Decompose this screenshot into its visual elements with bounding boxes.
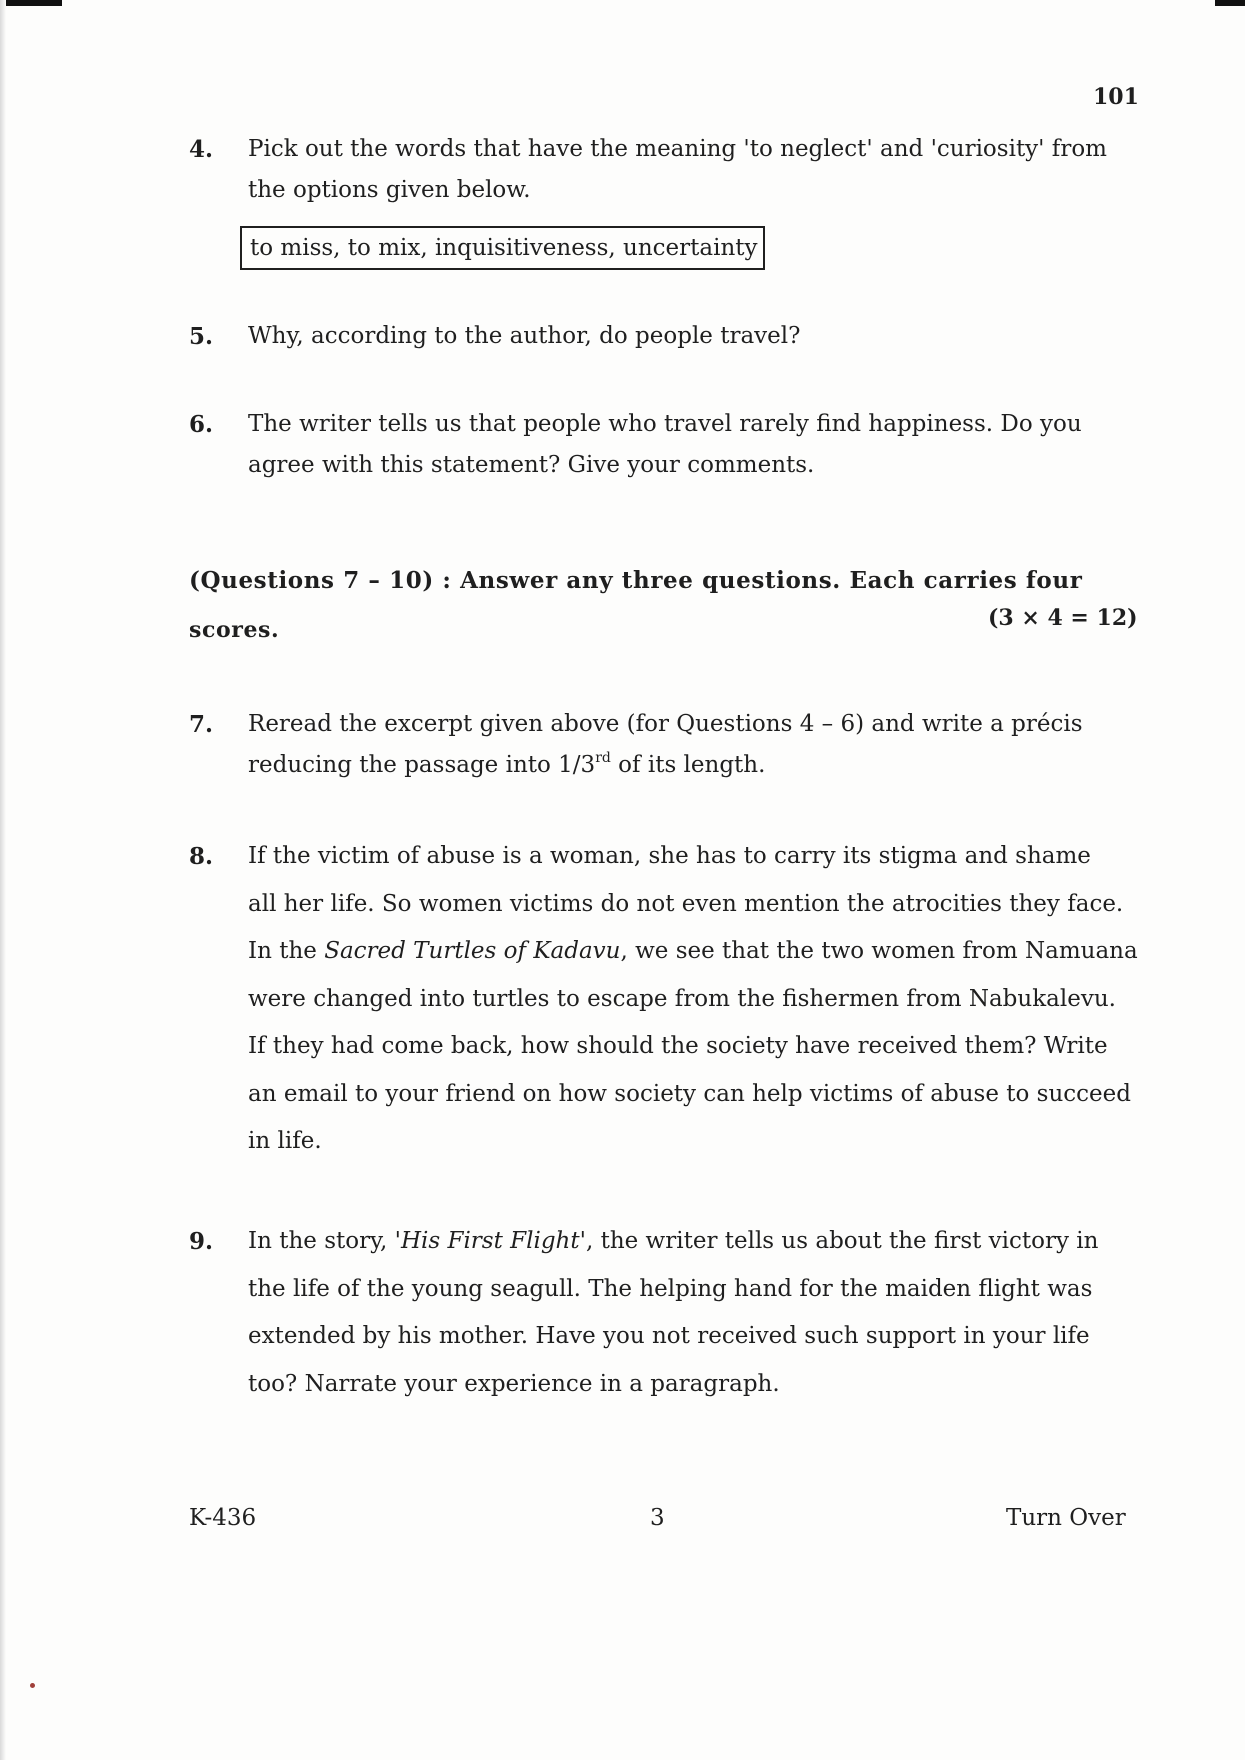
question-text-line: all her life. So women victims do not even mention the atrocities they face.	[248, 890, 1124, 917]
question-text-line: agree with this statement? Give your comments.	[248, 452, 815, 478]
section-heading: (Questions 7 – 10) : Answer any three questions. Each carries four	[189, 567, 1083, 594]
section-marks: (3 × 4 = 12)	[988, 605, 1138, 631]
question-number: 4.	[189, 136, 214, 163]
options-box: to miss, to mix, inquisitiveness, uncertainty	[240, 226, 765, 270]
question-text-line: In the story, 'His First Flight', the writer tells us about the first victory in	[248, 1228, 1099, 1254]
question-number: 7.	[189, 711, 214, 738]
question-text-line: In the Sacred Turtles of Kadavu, we see that the two women from Namuana	[248, 938, 1138, 964]
scan-edge-top-left	[0, 0, 62, 6]
question-text-line: Pick out the words that have the meaning 'to neglect' and 'curiosity' from	[248, 136, 1107, 162]
question-text-line: in life.	[248, 1128, 322, 1154]
question-text-line: If the victim of abuse is a woman, she has to carry its stigma and shame	[248, 843, 1091, 869]
question-text-line: the options given below.	[248, 177, 531, 203]
scan-speck	[30, 1683, 35, 1688]
question-text-line: too? Narrate your experience in a paragraph.	[248, 1370, 780, 1397]
story-title: Sacred Turtles of Kadavu	[324, 938, 621, 964]
question-text-line: an email to your friend on how society can help victims of abuse to succeed	[248, 1080, 1132, 1107]
question-text-line: If they had come back, how should the society have received them? Write	[248, 1033, 1108, 1059]
question-text-line: The writer tells us that people who travel rarely find happiness. Do you	[248, 411, 1082, 437]
story-title: His First Flight	[400, 1228, 580, 1254]
question-text-line: reducing the passage into 1/3rd of its length.	[248, 750, 766, 778]
footer-page-number: 3	[650, 1505, 665, 1531]
question-text-line: Why, according to the author, do people travel?	[248, 323, 801, 349]
question-number: 6.	[189, 411, 214, 438]
question-number: 8.	[189, 843, 214, 870]
question-number: 5.	[189, 323, 214, 350]
scan-edge-left	[0, 0, 6, 1760]
question-text-line: were changed into turtles to escape from the fishermen from Nabukalevu.	[248, 985, 1116, 1012]
question-text-line: the life of the young seagull. The helping hand for the maiden flight was	[248, 1275, 1093, 1302]
question-text-line: Reread the excerpt given above (for Questions 4 – 6) and write a précis	[248, 711, 1083, 737]
question-text-line: extended by his mother. Have you not received such support in your life	[248, 1323, 1090, 1349]
footer-turn-over: Turn Over	[1006, 1505, 1126, 1531]
question-number: 9.	[189, 1228, 214, 1255]
footer-paper-code: K-436	[189, 1505, 257, 1531]
superscript: rd	[595, 750, 611, 766]
top-page-number: 101	[1093, 84, 1139, 110]
scan-edge-top-right	[1215, 0, 1245, 6]
section-heading-continued: scores.	[189, 617, 280, 643]
